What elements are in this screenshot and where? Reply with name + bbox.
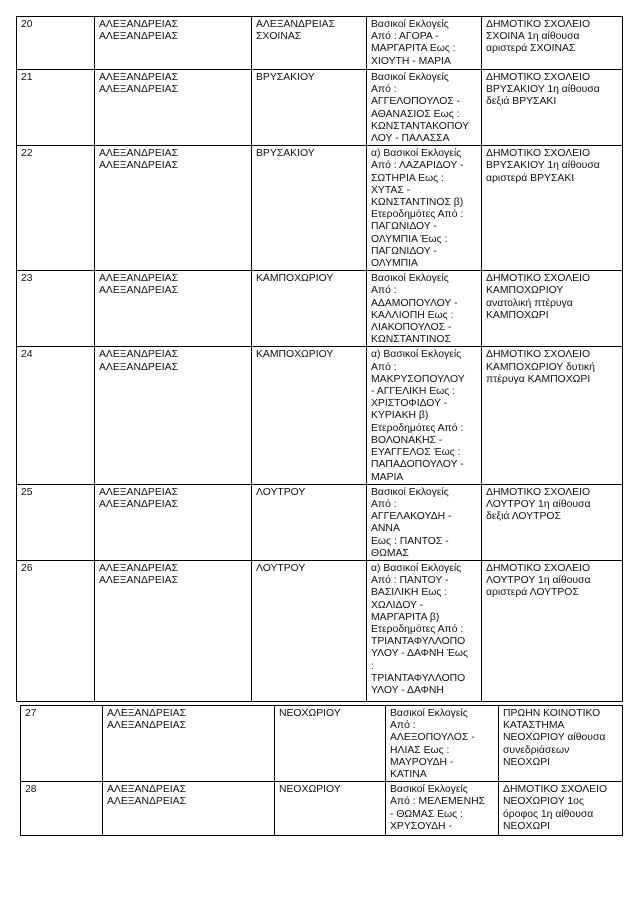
row-number: 21 xyxy=(17,70,95,146)
cell-text-line: ΚΑΜΠΟΧΩΡΙΟΥ xyxy=(486,285,564,297)
municipality-cell xyxy=(103,782,275,836)
cell-text-line: ΣΧΟΙΝΑ 1η αίθουσα xyxy=(486,31,580,43)
cell-text-line: ΑΛΕΞΑΝΔΡΕΙΑΣ xyxy=(99,160,179,172)
cell-text-line: δεξιά ΛΟΥΤΡΟΣ xyxy=(486,511,561,523)
cell-text-line: ΑΛΕΞΑΝΔΡΕΙΑΣ xyxy=(99,575,179,587)
polling-stations-table-bottom xyxy=(20,705,623,836)
cell-text-line: Ετεροδημότες Από : xyxy=(371,623,464,635)
cell-text-line: ΑΛΕΞΑΝΔΡΕΙΑΣ xyxy=(99,19,179,30)
polling-location-cell xyxy=(482,17,623,70)
cell-text-line: Βασικοί Εκλογείς xyxy=(371,72,449,83)
cell-text-line: : xyxy=(371,660,374,672)
cell-text-line: ΝΕΟΧΩΡΙΟΥ xyxy=(279,784,341,796)
cell-text-line: ΑΛΕΞΑΝΔΡΕΙΑΣ xyxy=(99,31,179,43)
cell-text-line: ΒΡΥΣΑΚΙΟΥ xyxy=(256,148,315,160)
cell-text-line: Από : ΜΕΛΕΜΕΝΗΣ xyxy=(390,796,486,808)
cell-text-line: ΟΛΥΜΠΙΑ Έως : xyxy=(371,233,448,245)
cell-text-line: ΜΑΡΓΑΡΙΤΑ β) xyxy=(371,611,440,623)
cell-text-line: Από : ΠΑΝΤΟΥ - xyxy=(371,575,449,587)
cell-text-line: ΑΘΑΝΑΣΙΟΣ Εως : xyxy=(371,108,460,120)
row-number: 27 xyxy=(21,706,103,782)
cell-text-line: ΛΟΥΤΡΟΥ 1η αίθουσα xyxy=(486,498,591,510)
cell-text-line: ΛΟΥΤΡΟΥ xyxy=(256,486,306,498)
table-row xyxy=(17,271,623,347)
table-row xyxy=(17,484,623,560)
cell-text-line: ΝΕΟΧΩΡΙ xyxy=(503,820,551,832)
cell-text-line: ΛΟΥ - ΠΑΛΑΣΣΑ xyxy=(371,133,450,145)
cell-text-line: ΑΔΑΜΟΠΟΥΛΟΥ - xyxy=(371,297,458,309)
cell-text-line: ΜΑΥΡΟΥΔΗ - xyxy=(390,756,454,768)
cell-text-line: Ετεροδημότες Από : xyxy=(371,422,464,434)
cell-text-line: ΑΓΓΕΛΟΠΟΥΛΟΣ - xyxy=(371,96,461,108)
voters-range-cell xyxy=(367,347,482,484)
district-cell xyxy=(252,484,367,560)
cell-text-line: ΚΑΜΠΟΧΩΡΙ xyxy=(486,309,549,321)
cell-text-line: ΧΙΟΥΤΗ - ΜΑΡΙΑ xyxy=(371,55,451,67)
district-cell xyxy=(252,17,367,70)
cell-text-line: πτέρυγα ΚΑΜΠΟΧΩΡΙ xyxy=(486,373,591,385)
cell-text-line: ΑΛΕΞΑΝΔΡΕΙΑΣ xyxy=(99,349,179,361)
cell-text-line: α) Βασικοί Εκλογείς xyxy=(371,349,462,361)
cell-text-line: Από : ΛΑΖΑΡΙΔΟΥ - xyxy=(371,160,464,172)
cell-text-line: ΔΗΜΟΤΙΚΟ ΣΧΟΛΕΙΟ xyxy=(486,273,591,285)
row-number: 25 xyxy=(17,484,95,560)
row-number: 28 xyxy=(21,782,103,836)
cell-text-line: ΜΑΡΓΑΡΙΤΑ Εως : xyxy=(371,43,456,55)
district-cell xyxy=(252,146,367,271)
cell-text-line: ΚΑΜΠΟΧΩΡΙΟΥ xyxy=(256,273,334,285)
district-cell xyxy=(252,560,367,701)
voters-range-cell xyxy=(367,17,482,70)
cell-text-line: ΑΛΕΞΑΝΔΡΕΙΑΣ xyxy=(99,486,179,498)
table-row xyxy=(17,347,623,484)
polling-location-cell xyxy=(482,484,623,560)
cell-text-line: ανατολική πτέρυγα xyxy=(486,297,573,309)
cell-text-line: Από : xyxy=(390,720,416,732)
cell-text-line: ΠΑΓΩΝΙΔΟΥ - xyxy=(371,245,437,257)
cell-text-line: Ετεροδημότες Από : xyxy=(371,209,464,221)
cell-text-line: ΚΑΜΠΟΧΩΡΙΟΥ δυτική xyxy=(486,361,595,373)
cell-text-line: ΑΛΕΞΑΝΔΡΕΙΑΣ xyxy=(99,361,179,373)
municipality-cell xyxy=(103,706,275,782)
municipality-cell xyxy=(95,146,252,271)
cell-text-line: ΚΥΡΙΑΚΗ β) xyxy=(371,410,429,422)
cell-text-line: Βασικοί Εκλογείς xyxy=(390,784,468,796)
cell-text-line: Βασικοί Εκλογείς xyxy=(371,273,449,285)
cell-text-line: ΗΛΙΑΣ Εως : xyxy=(390,744,450,756)
cell-text-line: ΠΡΩΗΝ ΚΟΙΝΟΤΙΚΟ xyxy=(503,708,601,719)
cell-text-line: ΘΩΜΑΣ xyxy=(371,547,409,559)
table-row xyxy=(17,70,623,146)
table-row xyxy=(17,146,623,271)
district-cell xyxy=(252,271,367,347)
cell-text-line: ΚΑΤΑΣΤΗΜΑ xyxy=(503,720,565,732)
cell-text-line: ΔΗΜΟΤΙΚΟ ΣΧΟΛΕΙΟ xyxy=(486,562,591,574)
polling-location-cell xyxy=(482,271,623,347)
cell-text-line: ΛΟΥΤΡΟΥ 1η αίθουσα xyxy=(486,575,591,587)
voters-range-cell xyxy=(367,560,482,701)
cell-text-line: - ΑΓΓΕΛΙΚΗ Εως : xyxy=(371,386,456,398)
row-number: 26 xyxy=(17,560,95,701)
cell-text-line: ΧΥΤΑΣ - xyxy=(371,184,411,196)
cell-text-line: ΝΕΟΧΩΡΙ xyxy=(503,756,551,768)
polling-location-cell xyxy=(482,560,623,701)
polling-location-cell xyxy=(499,782,623,836)
cell-text-line: ΥΛΟΥ - ΔΑΦΝΗ xyxy=(371,684,444,696)
cell-text-line: ΜΑΚΡΥΣΟΠΟΥΛΟΥ xyxy=(371,373,465,385)
cell-text-line: ΟΛΥΜΠΙΑ xyxy=(371,258,418,270)
cell-text-line: ΒΟΛΟΝΑΚΗΣ - xyxy=(371,434,443,446)
polling-location-cell xyxy=(482,146,623,271)
cell-text-line: αριστερά ΛΟΥΤΡΟΣ xyxy=(486,587,579,599)
cell-text-line: ΑΛΕΞΟΠΟΥΛΟΣ - xyxy=(390,732,475,744)
cell-text-line: ΑΛΕΞΑΝΔΡΕΙΑΣ xyxy=(99,498,179,510)
cell-text-line: δεξιά ΒΡΥΣΑΚΙ xyxy=(486,96,557,108)
cell-text-line: ΑΓΓΕΛΑΚΟΥΔΗ - xyxy=(371,511,452,523)
cell-text-line: αριστερά ΒΡΥΣΑΚΙ xyxy=(486,172,575,184)
polling-location-cell xyxy=(499,706,623,782)
voters-range-cell xyxy=(367,484,482,560)
cell-text-line: ΠΑΓΩΝΙΔΟΥ - xyxy=(371,221,437,233)
cell-text-line: ΛΟΥΤΡΟΥ xyxy=(256,562,306,574)
table-row xyxy=(21,782,623,836)
cell-text-line: ΔΗΜΟΤΙΚΟ ΣΧΟΛΕΙΟ xyxy=(486,148,591,160)
cell-text-line: Από : ΑΓΟΡΑ - xyxy=(371,31,439,43)
cell-text-line: ΔΗΜΟΤΙΚΟ ΣΧΟΛΕΙΟ xyxy=(486,72,591,83)
municipality-cell xyxy=(95,271,252,347)
cell-text-line: ΔΗΜΟΤΙΚΟ ΣΧΟΛΕΙΟ xyxy=(503,784,608,796)
cell-text-line: ΑΛΕΞΑΝΔΡΕΙΑΣ xyxy=(256,19,336,30)
district-cell xyxy=(252,70,367,146)
cell-text-line: Από : xyxy=(371,498,397,510)
polling-location-cell xyxy=(482,347,623,484)
cell-text-line: ΒΡΥΣΑΚΙΟΥ 1η αίθουσα xyxy=(486,84,600,96)
cell-text-line: ΚΩΝΣΤΑΝΤΙΝΟΣ β) xyxy=(371,197,464,209)
cell-text-line: ΤΡΙΑΝΤΑΦΥΛΛΟΠΟ xyxy=(371,672,466,684)
cell-text-line: Από : xyxy=(371,285,397,297)
cell-text-line: ΚΩΝΣΤΑΝΤΑΚΟΠΟΥ xyxy=(371,120,470,132)
cell-text-line: ΑΛΕΞΑΝΔΡΕΙΑΣ xyxy=(99,148,179,160)
municipality-cell xyxy=(95,484,252,560)
cell-text-line: Από : xyxy=(371,361,397,373)
cell-text-line: ΑΛΕΞΑΝΔΡΕΙΑΣ xyxy=(99,562,179,574)
cell-text-line: ΑΛΕΞΑΝΔΡΕΙΑΣ xyxy=(99,84,179,96)
table-row xyxy=(17,17,623,70)
row-number: 20 xyxy=(17,17,95,70)
district-cell xyxy=(275,782,386,836)
cell-text-line: Εως : ΠΑΝΤΟΣ - xyxy=(371,535,449,547)
cell-text-line: ΧΡΙΣΤΟΦΙΔΟΥ - xyxy=(371,398,448,410)
cell-text-line: ΒΡΥΣΑΚΙΟΥ xyxy=(256,72,315,83)
cell-text-line: ΝΕΟΧΩΡΙΟΥ αίθουσα xyxy=(503,732,606,744)
cell-text-line: ΑΛΕΞΑΝΔΡΕΙΑΣ xyxy=(107,796,187,808)
cell-text-line: ΚΩΝΣΤΑΝΤΙΝΟΣ xyxy=(371,334,451,346)
cell-text-line: ΒΡΥΣΑΚΙΟΥ 1η αίθουσα xyxy=(486,160,600,172)
cell-text-line: συνεδριάσεων xyxy=(503,744,570,756)
voters-range-cell xyxy=(367,271,482,347)
cell-text-line: α) Βασικοί Εκλογείς xyxy=(371,562,462,574)
cell-text-line: ΠΑΠΑΔΟΠΟΥΛΟΥ - xyxy=(371,459,464,471)
cell-text-line: ΣΩΤΗΡΙΑ Εως : xyxy=(371,172,444,184)
cell-text-line: ΑΛΕΞΑΝΔΡΕΙΑΣ xyxy=(107,708,187,719)
cell-text-line: Βασικοί Εκλογείς xyxy=(371,19,449,30)
municipality-cell xyxy=(95,17,252,70)
voters-range-cell xyxy=(367,146,482,271)
cell-text-line: ΕΥΑΓΓΕΛΟΣ Έως : xyxy=(371,447,461,459)
cell-text-line: α) Βασικοί Εκλογείς xyxy=(371,148,462,160)
cell-text-line: Βασικοί Εκλογείς xyxy=(390,708,468,719)
municipality-cell xyxy=(95,70,252,146)
voters-range-cell xyxy=(367,70,482,146)
cell-text-line: ΑΝΝΑ xyxy=(371,523,400,535)
district-cell xyxy=(252,347,367,484)
cell-text-line: ΚΑΤΙΝΑ xyxy=(390,769,427,781)
cell-text-line: ΔΗΜΟΤΙΚΟ ΣΧΟΛΕΙΟ xyxy=(486,486,591,498)
municipality-cell xyxy=(95,347,252,484)
polling-stations-table-top xyxy=(16,16,623,702)
cell-text-line: ΛΙΑΚΟΠΟΥΛΟΣ - xyxy=(371,322,452,334)
cell-text-line: ΑΛΕΞΑΝΔΡΕΙΑΣ xyxy=(99,72,179,83)
cell-text-line: όροφος 1η αίθουσα xyxy=(503,808,594,820)
polling-location-cell xyxy=(482,70,623,146)
cell-text-line: ΑΛΕΞΑΝΔΡΕΙΑΣ xyxy=(99,273,179,285)
district-cell xyxy=(275,706,386,782)
cell-text-line: ΥΛΟΥ - ΔΑΦΝΗ Έως xyxy=(371,648,469,660)
cell-text-line: ΑΛΕΞΑΝΔΡΕΙΑΣ xyxy=(107,784,187,796)
table-row xyxy=(21,706,623,782)
voters-range-cell xyxy=(386,706,499,782)
cell-text-line: ΑΛΕΞΑΝΔΡΕΙΑΣ xyxy=(99,285,179,297)
voters-range-cell xyxy=(386,782,499,836)
row-number: 22 xyxy=(17,146,95,271)
cell-text-line: ΝΕΟΧΩΡΙΟΥ 1ος xyxy=(503,796,584,808)
cell-text-line: Βασικοί Εκλογείς xyxy=(371,486,449,498)
row-number: 23 xyxy=(17,271,95,347)
cell-text-line: Από : xyxy=(371,84,397,96)
cell-text-line: - ΘΩΜΑΣ Εως : xyxy=(390,808,463,820)
cell-text-line: ΝΕΟΧΩΡΙΟΥ xyxy=(279,708,341,719)
cell-text-line: ΣΧΟΙΝΑΣ xyxy=(256,31,302,43)
cell-text-line: αριστερά ΣΧΟΙΝΑΣ xyxy=(486,43,576,55)
cell-text-line: ΒΑΣΙΛΙΚΗ Εως : xyxy=(371,587,448,599)
cell-text-line: ΜΑΡΙΑ xyxy=(371,471,404,483)
cell-text-line: ΔΗΜΟΤΙΚΟ ΣΧΟΛΕΙΟ xyxy=(486,349,591,361)
cell-text-line: ΑΛΕΞΑΝΔΡΕΙΑΣ xyxy=(107,720,187,732)
cell-text-line: ΔΗΜΟΤΙΚΟ ΣΧΟΛΕΙΟ xyxy=(486,19,591,30)
cell-text-line: ΧΡΥΣΟΥΔΗ - xyxy=(390,820,452,832)
cell-text-line: ΧΩΛΙΔΟΥ - xyxy=(371,599,424,611)
table-row xyxy=(17,560,623,701)
cell-text-line: ΚΑΜΠΟΧΩΡΙΟΥ xyxy=(256,349,334,361)
municipality-cell xyxy=(95,560,252,701)
row-number: 24 xyxy=(17,347,95,484)
cell-text-line: ΚΑΛΛΙΟΠΗ Εως : xyxy=(371,309,454,321)
cell-text-line: ΤΡΙΑΝΤΑΦΥΛΛΟΠΟ xyxy=(371,636,466,648)
